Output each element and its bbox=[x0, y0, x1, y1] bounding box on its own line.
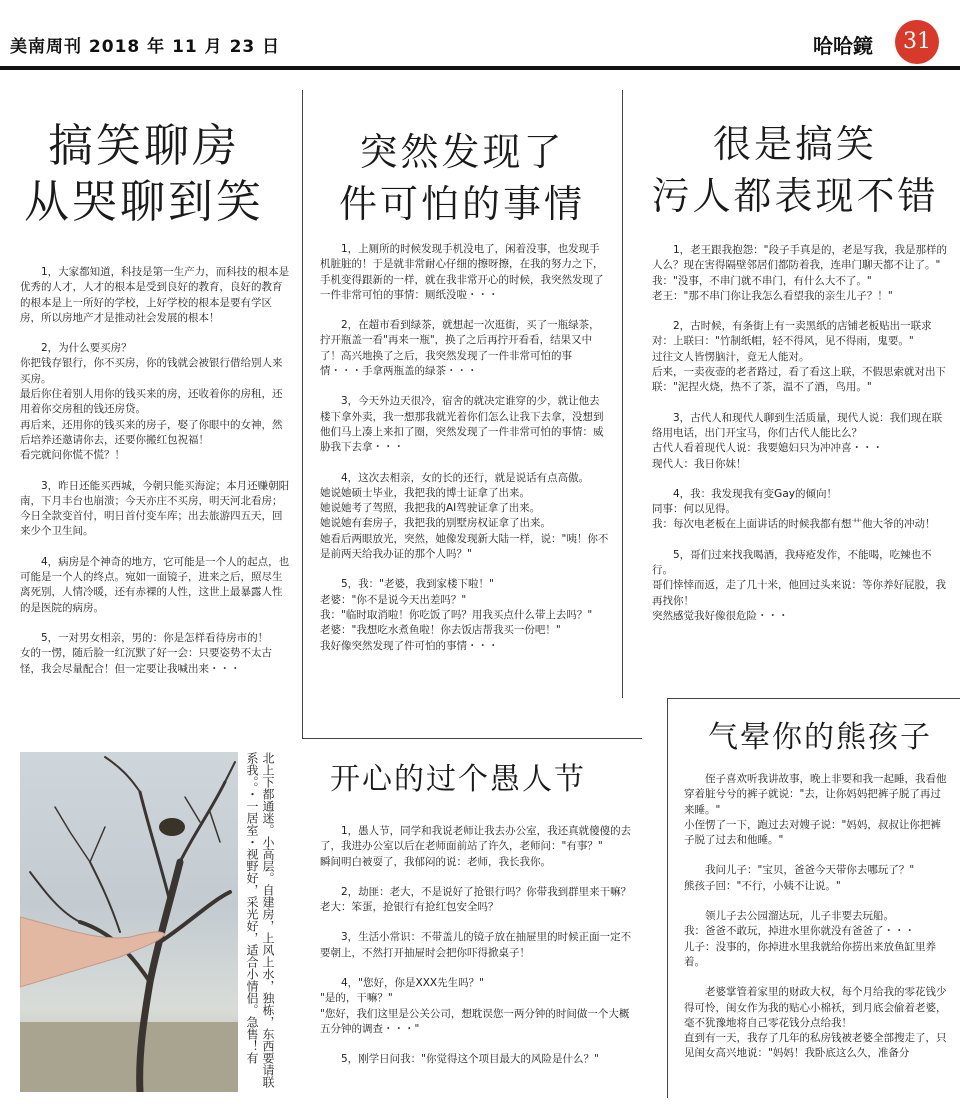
paragraph: 侄子喜欢听我讲故事，晚上非要和我一起睡，我看他穿着脏兮兮的裤子就说："去，让你妈妈把裤子脱了再过来睡。" 小侄愣了一下，跑过去对嫂子说："妈妈，叔叔让你把裤子脱了过去和他睡。" bbox=[684, 773, 947, 847]
column-divider bbox=[302, 90, 303, 738]
article-title bbox=[640, 118, 950, 222]
section-title: 哈哈鏡 bbox=[813, 34, 873, 58]
page-number-badge: 31 bbox=[895, 20, 939, 64]
paragraph: 2，劫匪：老大，不是说好了抢银行吗？你带我到群里来干嘛？ 老大：笨蛋，抢银行有抢红包安全吗？ bbox=[320, 885, 632, 914]
publication-date: 美南周刊 2018 年 11 月 23 日 bbox=[10, 37, 281, 57]
title-line: 污人都表现不错 bbox=[651, 174, 939, 218]
article-body bbox=[652, 243, 950, 693]
paragraph: 3，生活小常识：不带盖儿的镜子放在抽屉里的时候正面一定不要朝上，不然打开抽屉时会把你吓得掀桌子！ bbox=[320, 931, 632, 959]
paragraph: 1，上厕所的时候发现手机没电了，闲着没事，也发现手机脏脏的！于是就非常耐心仔细的擦呀擦，在我的努力之下，手机变得跟新的一样，就在我非常开心的时候，我突然发现了一件非常可怕的事情：厕纸没啦・・・ bbox=[320, 243, 604, 301]
title-line: 突然发现了 bbox=[359, 130, 565, 174]
paragraph: 我问儿子："宝贝，爸爸今天带你去哪玩了？" 熊孩子回："不行，小姨不让说。" bbox=[684, 864, 915, 892]
article-title bbox=[312, 126, 612, 230]
article-body bbox=[684, 772, 950, 1097]
paragraph: 2，为什么要买房？ 你把钱存银行，你不买房，你的钱就会被银行借给别人来买房。 最后你住着别人用你的钱买来的房，还收着你的房租，还用着你交房租的钱还房贷。 再后来，还用你的钱买来的房子，娶了你眼中的女神，然后培养还邀请你去，还要你搬红包祝福！ 看完就问你慌不慌？！ bbox=[20, 342, 283, 462]
paragraph: 3，古代人和现代人聊到生活质量，现代人说：我们现在联络用电话，出门开宝马，你们古代人能比么？ 古代人看着现代人说：我要媳妇只为冲冲喜・・・ 现代人：我日你妹！ bbox=[652, 411, 943, 470]
paragraph: 1，愚人节，同学和我说老师让我去办公室，我还真就傻傻的去了，我进办公室以后在老师面前站了许久，老师问："有事？" 瞬间明白被耍了，我郁闷的说：老师，我长我你。 bbox=[320, 825, 632, 868]
title-line: 搞笑聊房 bbox=[47, 119, 240, 172]
ad-photo bbox=[20, 752, 238, 1092]
paragraph: 4，"您好，你是XXX先生吗？" "是的，干嘛？" "您好，我们这里是公关公司，想耽误您一两分钟的时间做一个大概五分钟的调查・・・" bbox=[320, 977, 630, 1035]
paragraph: 5，一对男女相亲，男的：你是怎样看待房市的！ 女的一愣，随后脸一红沉默了好一会：只要姿势不太古怪，我会尽量配合！但一定要让我喊出来・・・ bbox=[20, 631, 272, 675]
article-title bbox=[14, 118, 274, 230]
section-divider bbox=[302, 738, 642, 739]
paragraph: 1，大家都知道，科技是第一生产力，而科技的根本是优秀的人才，人才的根本是受到良好的教育，良好的教育的根本是上一所好的学校，上好学校的根本是要有学区房，所以房地产才是推动社会发展的根本！ bbox=[20, 266, 290, 324]
tree-photo-illustration bbox=[20, 752, 238, 1092]
paragraph: 3，今天外边天很冷，宿舍的就决定谁穿的少，就让他去楼下拿外卖，我一想那我就光着你们怎么让我下去拿，没想到他们马上凑上来扣了圈，突然发现了一件非常可怕的事情：威胁我下去拿・・・ bbox=[320, 395, 604, 454]
paragraph: 领儿子去公园溜达玩，儿子非要去玩船。 我：爸爸不敢玩，掉进水里你就没有爸爸了・・・ 儿子：没事的，你掉进水里我就给你捞出来放鱼缸里养着。 bbox=[684, 910, 936, 968]
article-title bbox=[700, 718, 940, 758]
paragraph: 老婆掌管着家里的财政大权，每个月给我的零花钱少得可怜，闺女作为我的贴心小棉袄，到月底会偷着老婆，毫不犹豫地将自己零花钱分点给我！ 直到有一天，我存了几年的私房钱被老婆全部搜走了，只见闺女高兴地说："妈妈！我卧底这么久，准备分 bbox=[684, 986, 947, 1060]
column-divider bbox=[667, 698, 668, 1098]
article-body bbox=[320, 242, 610, 722]
page-header bbox=[0, 0, 960, 68]
article-body bbox=[20, 265, 292, 735]
paragraph: 1，老王跟我抱怨："段子手真是的，老是写我，我是那样的人么？现在害得隔壁邻居们都防着我，连串门聊天都不让了。" 我："没事，不串门就不串门，有什么大不了。" 老王："那不串门你让我怎么看望我的亲生儿子？！" bbox=[652, 244, 948, 302]
title-line: 从哭聊到笑 bbox=[23, 175, 264, 228]
column-divider bbox=[622, 90, 623, 698]
title-line: 很是搞笑 bbox=[712, 122, 877, 166]
header-rule bbox=[0, 66, 960, 70]
article-body bbox=[320, 824, 632, 1094]
paragraph: 5，哥们过来找我喝酒，我痔疮发作，不能喝，吃辣也不行。 哥们悻悻而返，走了几十米，他回过头来说：等你养好屁股，我再找你！ 突然感觉我好像很危险・・・ bbox=[652, 548, 946, 622]
paragraph: 4，我：我发现我有变Gay的倾向！ 同事：何以见得。 我：每次电老板在上面讲话的时候我都有想艹他大爷的冲动！ bbox=[652, 487, 936, 531]
title-line: 气晕你的熊孩子 bbox=[708, 720, 932, 755]
article-title bbox=[330, 760, 586, 800]
title-line: 件可怕的事情 bbox=[338, 182, 585, 226]
ad-vertical-text: 北上下都通迷。小高层。自建房，上风上水，独栋，东西要请联系我。。・一居室・视野好，采光好，适合小情侣。急售！有 bbox=[245, 752, 275, 1088]
paragraph: 4，这次去相亲，女的长的还行，就是说话有点高傲。 她说她硕士毕业，我把我的博士证拿了出来。 她说她考了驾照，我把我的AI驾驶证拿了出来。 她说她有套房子，我把我的别墅房权证拿了出来。 她看后两眼放光，突然，她像发现新大陆一样，说："咦！你不是前两天给我办证的那个人吗？" bbox=[320, 471, 609, 561]
paragraph: 3，昨日还能买西城，今朝只能买海淀；本月还赚朝阳南，下月丰台也崩溃；今天亦庄不买房，明天河北看房；今日全款变首付，明日首付变车库；出去旅游四五天，回来少个卫生间。 bbox=[20, 479, 290, 538]
section-divider bbox=[667, 698, 960, 699]
paragraph: 4，病房是个神奇的地方，它可能是一个人的起点，也可能是一个人的终点。宛如一面镜子，进来之后，照尽生离死别，人情冷暖，还有赤裸的人性，这世上最暴露人性的是医院的病房。 bbox=[20, 555, 290, 614]
paragraph: 2，在超市看到绿茶，就想起一次逛街，买了一瓶绿茶，拧开瓶盖一看"再来一瓶"，换了之后再拧开看看，结果又中了！高兴地换了之后，我突然发现了一件非常可怕的事情・・・手拿两瓶盖的绿茶・・・ bbox=[320, 319, 600, 378]
paragraph: 5，我："老婆，我到家楼下啦！" 老婆："你不是说今天出差吗？" 我："临时取消啦！你吃饭了吗？用我买点什么带上去吗？" 老婆："我想吃水煮鱼啦！你去饭店帮我买一份吧！" 我好像突然发现了件可怕的事情・・・ bbox=[320, 578, 593, 652]
paragraph: 5，刚学日问我："你觉得这个项目最大的风险是什么？" bbox=[341, 1053, 599, 1066]
bird-nest bbox=[159, 818, 185, 836]
title-line: 开心的过个愚人节 bbox=[330, 762, 586, 797]
paragraph: 2，古时候，有条街上有一卖黑纸的店铺老板贴出一联求对：上联曰："竹制纸帽，轻不得风，见不得雨，鬼要。" 过往文人皆愣脑汁，竟无人能对。 后来，一卖夜壶的老者路过，看了看这上联，不假思索就对出下联："泥捏火烧，热不了茶，温不了酒，鸟用。" bbox=[652, 320, 946, 394]
